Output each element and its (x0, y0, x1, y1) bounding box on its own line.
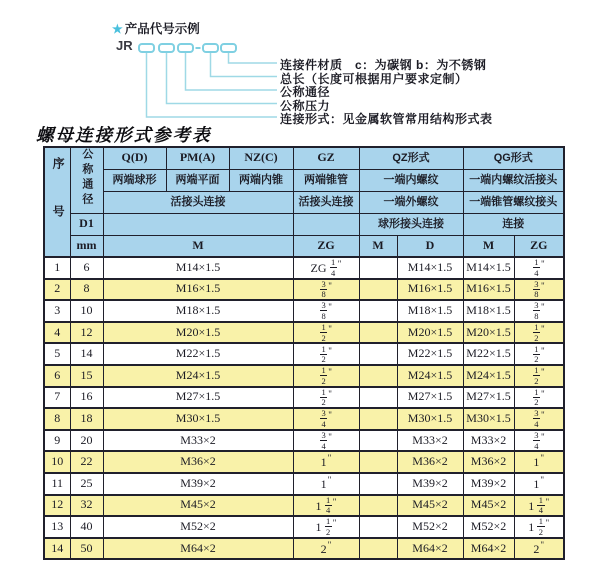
cell-zg: ZG $\frac{1}{4}$ " (293, 257, 359, 279)
code-box-icon (178, 44, 193, 52)
cell-zg: $\frac{3}{4}$ " (293, 408, 359, 430)
cell-qz_m (359, 495, 397, 517)
cell-zg: $\frac{3}{8}$ " (293, 279, 359, 301)
table-row (44, 495, 564, 517)
cell-qz_d: M18×1.5 (397, 300, 463, 322)
label-material: 连接件材质 c：为碳钢 b：为不锈钢 (280, 58, 487, 72)
cell-qg_zg: 1 $\frac{1}{2}$ " (514, 516, 564, 538)
header-qg-connection: 连接 (463, 213, 564, 235)
cell-zg: $\frac{3}{4}$ " (293, 430, 359, 452)
cell-qz_d: M27×1.5 (397, 387, 463, 409)
cell-qg_zg: $\frac{1}{2}$ " (514, 322, 564, 344)
table-row (44, 451, 564, 473)
cell-qz_m (359, 451, 397, 473)
cell-no: 13 (44, 516, 70, 538)
cell-dn: 14 (70, 343, 103, 365)
header-qz-form: QZ形式 (359, 147, 463, 169)
cell-dn: 6 (70, 257, 103, 279)
table-row (44, 300, 564, 322)
cell-m: M27×1.5 (103, 387, 293, 409)
cell-dn: 15 (70, 365, 103, 387)
cell-qz_m (359, 322, 397, 344)
cell-dn: 12 (70, 322, 103, 344)
cell-no: 2 (44, 279, 70, 301)
header-qg-desc1: 一端内螺纹活接头 (463, 169, 564, 191)
cell-dn: 18 (70, 408, 103, 430)
cell-qg_m: M33×2 (463, 430, 514, 452)
cell-zg: $\frac{1}{2}$ " (293, 387, 359, 409)
cell-m: M22×1.5 (103, 343, 293, 365)
header-q-desc: 两端球形 (103, 169, 166, 191)
cell-zg: $\frac{1}{2}$ " (293, 343, 359, 365)
table-body (44, 257, 564, 559)
cell-no: 3 (44, 300, 70, 322)
cell-m: M30×1.5 (103, 408, 293, 430)
header-qz-d: D (397, 235, 463, 257)
cell-qz_d: M52×2 (397, 516, 463, 538)
cell-zg: 1" (293, 451, 359, 473)
cell-dn: 8 (70, 279, 103, 301)
header-q: Q(D) (103, 147, 166, 169)
cell-dn: 32 (70, 495, 103, 517)
table-row (44, 538, 564, 560)
code-box-icon (203, 44, 218, 52)
cell-dn: 22 (70, 451, 103, 473)
cell-qz_d: M16×1.5 (397, 279, 463, 301)
table-row (44, 322, 564, 344)
cell-no: 4 (44, 322, 70, 344)
cell-qg_m: M22×1.5 (463, 343, 514, 365)
product-code-example-label: 产品代号示例 (124, 22, 200, 36)
table-row (44, 365, 564, 387)
cell-dn: 50 (70, 538, 103, 560)
star-icon: ★ (112, 22, 123, 36)
header-blank-left (103, 213, 293, 235)
cell-qz_m (359, 343, 397, 365)
cell-qz_d: M20×1.5 (397, 322, 463, 344)
header-nominal-diameter: 公称通径 (70, 147, 103, 213)
cell-no: 12 (44, 495, 70, 517)
header-gz-connection: 活接头连接 (293, 191, 359, 213)
cell-dn: 20 (70, 430, 103, 452)
cell-qz_m (359, 538, 397, 560)
table-row (44, 279, 564, 301)
header-qz-desc1: 一端内螺纹 (359, 169, 463, 191)
cell-qg_m: M36×2 (463, 451, 514, 473)
cell-m: M45×2 (103, 495, 293, 517)
code-box-icon (139, 44, 154, 52)
cell-zg: $\frac{1}{2}$ " (293, 365, 359, 387)
cell-qg_zg: 1 $\frac{1}{4}$ " (514, 495, 564, 517)
header-qg-desc2: 一端锥管螺纹接头 (463, 191, 564, 213)
cell-no: 7 (44, 387, 70, 409)
cell-qg_zg: $\frac{3}{4}$ " (514, 408, 564, 430)
cell-qz_m (359, 300, 397, 322)
table-title: 螺母连接形式参考表 (36, 125, 212, 145)
cell-qz_d: M64×2 (397, 538, 463, 560)
cell-qg_m: M39×2 (463, 473, 514, 495)
cell-qg_zg: $\frac{1}{2}$ " (514, 365, 564, 387)
header-serial-no: 序号 (44, 147, 70, 257)
cell-qg_m: M24×1.5 (463, 365, 514, 387)
cell-no: 6 (44, 365, 70, 387)
header-qz-m: M (359, 235, 397, 257)
table-row (44, 257, 564, 279)
table-row (44, 430, 564, 452)
cell-qz_d: M24×1.5 (397, 365, 463, 387)
cell-qz_m (359, 365, 397, 387)
cell-qz_m (359, 387, 397, 409)
cell-m: M14×1.5 (103, 257, 293, 279)
table-row (44, 387, 564, 409)
cell-zg: 1" (293, 473, 359, 495)
cell-no: 14 (44, 538, 70, 560)
cell-dn: 16 (70, 387, 103, 409)
header-blank-gz (293, 213, 359, 235)
cell-qg_zg: $\frac{1}{4}$ " (514, 257, 564, 279)
cell-qz_d: M22×1.5 (397, 343, 463, 365)
cell-no: 5 (44, 343, 70, 365)
header-nz-desc: 两端内锥 (229, 169, 293, 191)
cell-m: M24×1.5 (103, 365, 293, 387)
cell-m: M20×1.5 (103, 322, 293, 344)
header-nz: NZ(C) (229, 147, 293, 169)
cell-m: M36×2 (103, 451, 293, 473)
header-qz-connection: 球形接头连接 (359, 213, 463, 235)
cell-qz_m (359, 257, 397, 279)
cell-qg_m: M64×2 (463, 538, 514, 560)
cell-dn: 25 (70, 473, 103, 495)
cell-qg_zg: $\frac{1}{2}$ " (514, 343, 564, 365)
label-nominal-diameter: 公称通径 (280, 85, 331, 99)
cell-no: 9 (44, 430, 70, 452)
cell-dn: 40 (70, 516, 103, 538)
cell-qg_m: M30×1.5 (463, 408, 514, 430)
cell-qz_m (359, 430, 397, 452)
cell-qg_zg: $\frac{3}{8}$ " (514, 300, 564, 322)
cell-qg_m: M14×1.5 (463, 257, 514, 279)
cell-zg: $\frac{1}{2}$ " (293, 322, 359, 344)
cell-qg_zg: $\frac{3}{4}$ " (514, 430, 564, 452)
header-gz-desc: 两端锥管 (293, 169, 359, 191)
cell-qz_d: M39×2 (397, 473, 463, 495)
header-union-connection: 活接头连接 (103, 191, 293, 213)
header-qg-zg: ZG (514, 235, 564, 257)
table-row (44, 516, 564, 538)
table-row (44, 408, 564, 430)
code-box-icon (159, 44, 174, 52)
cell-m: M64×2 (103, 538, 293, 560)
cell-qz_d: M36×2 (397, 451, 463, 473)
header-mm: mm (70, 235, 103, 257)
cell-qz_m (359, 516, 397, 538)
cell-m: M18×1.5 (103, 300, 293, 322)
cell-m: M39×2 (103, 473, 293, 495)
cell-qg_m: M27×1.5 (463, 387, 514, 409)
code-box-icon (221, 44, 236, 52)
header-pm: PM(A) (166, 147, 229, 169)
table-row (44, 473, 564, 495)
cell-qz_d: M45×2 (397, 495, 463, 517)
cell-qz_m (359, 473, 397, 495)
cell-zg: $\frac{3}{8}$ " (293, 300, 359, 322)
connector-lines (147, 53, 278, 117)
cell-qz_m (359, 279, 397, 301)
cell-qg_zg: $\frac{3}{8}$ " (514, 279, 564, 301)
cell-qg_m: M16×1.5 (463, 279, 514, 301)
header-qg-m: M (463, 235, 514, 257)
cell-qg_m: M52×2 (463, 516, 514, 538)
nut-connection-table (43, 146, 565, 560)
cell-no: 1 (44, 257, 70, 279)
header-qg-form: QG形式 (463, 147, 564, 169)
cell-no: 10 (44, 451, 70, 473)
label-total-length: 总长（长度可根据用户要求定制） (280, 71, 468, 86)
header-qz-desc2: 一端外螺纹 (359, 191, 463, 213)
cell-qz_d: M33×2 (397, 430, 463, 452)
label-connection-form: 连接形式：见金属软管常用结构形式表 (280, 112, 493, 126)
cell-no: 11 (44, 473, 70, 495)
code-prefix: JR (116, 38, 133, 53)
cell-no: 8 (44, 408, 70, 430)
cell-qg_zg: 1" (514, 451, 564, 473)
header-m: M (103, 235, 293, 257)
cell-m: M16×1.5 (103, 279, 293, 301)
cell-qg_zg: $\frac{1}{2}$ " (514, 387, 564, 409)
header-zg: ZG (293, 235, 359, 257)
header-pm-desc: 两端平面 (166, 169, 229, 191)
cell-qg_m: M18×1.5 (463, 300, 514, 322)
label-nominal-pressure: 公称压力 (280, 98, 331, 113)
cell-qg_zg: 2" (514, 538, 564, 560)
cell-zg: 1 $\frac{1}{2}$ " (293, 516, 359, 538)
cell-qg_zg: 1" (514, 473, 564, 495)
cell-qz_m (359, 408, 397, 430)
cell-zg: 1 $\frac{1}{4}$ " (293, 495, 359, 517)
cell-zg: 2" (293, 538, 359, 560)
cell-qz_d: M30×1.5 (397, 408, 463, 430)
code-box-icons (139, 44, 236, 52)
cell-m: M33×2 (103, 430, 293, 452)
header-gz: GZ (293, 147, 359, 169)
cell-qg_m: M20×1.5 (463, 322, 514, 344)
cell-m: M52×2 (103, 516, 293, 538)
header-d1: D1 (70, 213, 103, 235)
cell-qz_d: M14×1.5 (397, 257, 463, 279)
cell-qg_m: M45×2 (463, 495, 514, 517)
table-row (44, 343, 564, 365)
cell-dn: 10 (70, 300, 103, 322)
